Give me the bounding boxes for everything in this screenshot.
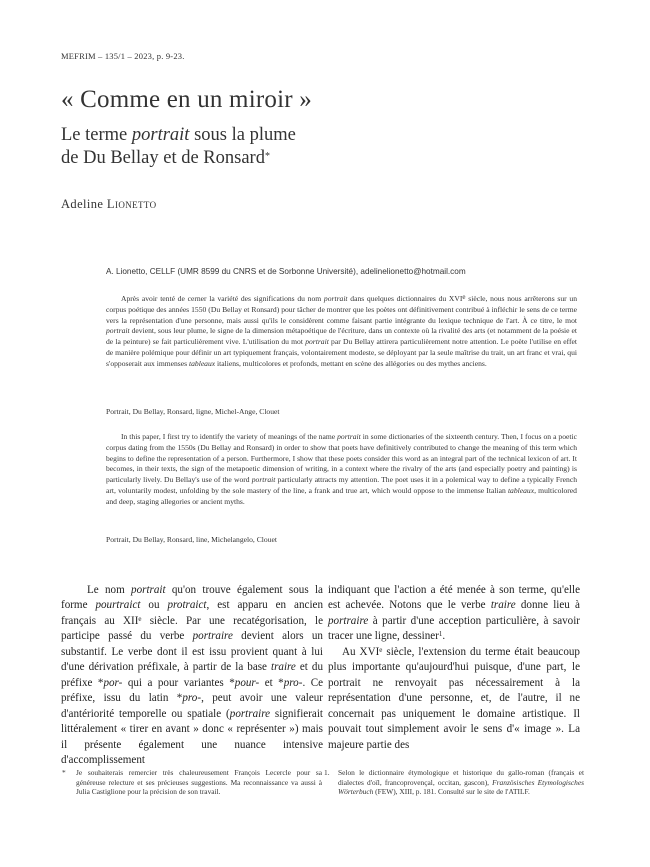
body-paragraph: indiquant que l'action a été menée à son terme, qu'elle est achevée. Notons que le verbe traire donne lieu à portraire à partir d'une acception particulière, à savoir tracer une ligne, dessiner$^1$.: [328, 584, 580, 643]
article-subtitle: Le terme portrait sous la plume de Du Bellay et de Ronsard*: [61, 125, 296, 168]
footnote-reference[interactable]: 1: [438, 630, 443, 639]
abstract-english: In this paper, I first try to identify the variety of meanings of the name portrait in some dictionaries of the sixteenth century. Then, I focus on a poetic corpus dating from the 1550s (Du Bellay and Ronsard) in order to show that poets have definitively contributed to change the meaning of this term which begins to define the representation of a person. Furthermore, I show that these poets consider this word as an integral part of the technical lexicon of art. It becomes, in their texts, the sign of the metapoetic dimension of writing, in a context where the rivalry of the arts (and especially poetry and painting) is particularly lively. Du Bellay's use of the word portrait particularly attracts my attention. The poet uses it in a polemical way to define a typically French art, voluntarily modest, unfolding by the sole mastery of the line, a frank and true art, which would oppose to the immense Italian tableaux, multicolored and deep, staging allegories or ancient myths.: [106, 432, 577, 506]
keywords-french: Portrait, Du Bellay, Ronsard, ligne, Michel-Ange, Clouet: [106, 407, 280, 416]
keywords-english: Portrait, Du Bellay, Ronsard, line, Michelangelo, Clouet: [106, 535, 277, 544]
body-column-left: Le nom portrait qu'on trouve également sous la forme pourtraict ou protraict, est apparu en ancien français au XIIe siècle. Par une recatégorisation, le participe passé du verbe portraire devient alors un substantif. Le verbe dont il est issu provient quant à lui d'une dérivation préfixale, à partir de la base traire et du préfixe *por- qui a pour variantes *pour- et *pro-. Ce préfixe, issu du latin *pro-, peut avoir une valeur d'antériorité temporelle ou spatiale (portraire signifierait littéralement « tirer en avant » donc « représenter ») mais il présente également une nuance intensive d'accomplissement: [61, 584, 324, 766]
abstract-french: Après avoir tenté de cerner la variété des significations du nom portrait dans quelques dictionnaires du XVIe siècle, nous nous arrêterons sur un corpus poétique des années 1550 (Du Bellay et Ronsard) pour tâcher de montrer que les poètes ont définitivement contribué à infléchir le sens de ce terme vers la représentation d'une personne, mais aussi qu'ils le considèrent comme faisant partie intégrante du lexique technique de l'art. À ce titre, le mot portrait devient, sous leur plume, le signe de la dimension métapoétique de l'écriture, dans un contexte où la rivalité des arts (et notamment de la poésie et de la peinture) se fait particulièrement vive. L'utilisation du mot portrait par Du Bellay attirera particulièrement notre attention. Le poète l'utilise en effet de manière polémique pour définir un art typiquement français, volontairement modeste, se déployant par la seule maîtrise du trait, un art franc et vrai, qui s'opposerait aux immenses tableaux italiens, multicolores et profonds, mettant en scène des allégories ou des mythes anciens.: [106, 293, 578, 368]
body-column-right: [328, 583, 580, 753]
body-paragraph: Au XVIe siècle, l'extension du terme était beaucoup plus importante qu'aujourd'hui puisque, d'une part, le portrait ne renvoyait pas nécessairement à la représentation d'une personne, et, de l'autre, il ne concernait pas uniquement le domaine artistique. Il pouvait tout simplement avoir le sens d'« image ». La majeure partie des: [328, 645, 580, 751]
subtitle-footnote-mark: *: [264, 151, 270, 162]
author-name: Adeline Lionetto: [61, 197, 157, 211]
journal-reference: MEFRIM – 135/1 – 2023, p. 9-23.: [61, 51, 185, 61]
footnote-star: * Je souhaiterais remercier très chaleureusement François Lecercle pour sa généreuse relecture et ses précieuses suggestions. Ma reconnaissance va aussi à Julia Castiglione pour la précision de son travail.: [62, 768, 322, 797]
author-affiliation: A. Lionetto, CELLF (UMR 8599 du CNRS et de Sorbonne Université), adelinelionetto@hotmail.com: [106, 267, 466, 276]
article-title: « Comme en un miroir »: [61, 86, 312, 113]
footnote-1: 1. Selon le dictionnaire étymologique et historique du gallo-roman (français et dialectes d'oïl, francoprovençal, occitan, gascon), Französisches Etymologisches Wörterbuch (FEW), XIII, p. 181. Consulté sur le site de l'ATILF.: [324, 768, 584, 797]
